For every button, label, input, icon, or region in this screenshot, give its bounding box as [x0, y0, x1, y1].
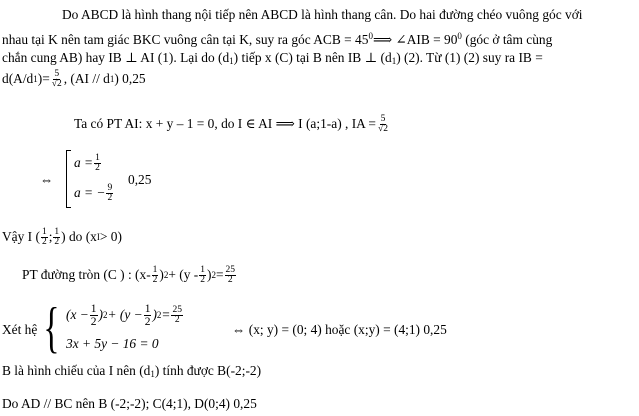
p5-line: PT đường tròn (C ) : (x- $\frac{1}{2}$ ) 2 + (y - $\frac{1}{2}$ ) 2 = $\frac{25}{2}$: [22, 264, 236, 285]
p3-arrow: ⇔: [40, 172, 54, 187]
p1-l3-text-c: ) (2). Từ (1) (2) suy ra IB =: [396, 50, 543, 65]
fraction-p5-3: $\frac{25}{2}$: [225, 264, 236, 285]
square-bracket: [66, 150, 71, 208]
p1-l2-text-c: (góc ở tâm cùng: [461, 32, 553, 47]
fraction-p5-2: $\frac{1}{2}$: [200, 264, 205, 285]
p3-row-1: a = $\frac{1}{2}$: [74, 152, 100, 173]
p1-l2-sup-a: 0: [368, 31, 373, 41]
p1-line-1: Do ABCD là hình thang nội tiếp nên ABCD là hình thang cân. Do hai đường chéo vuông góc với: [62, 7, 583, 22]
fraction-ia: $\frac{5}{√2}$: [377, 113, 388, 134]
fraction-r2: $\frac{9}{2}$: [107, 182, 113, 203]
fraction-p4-1: $\frac{1}{2}$: [41, 226, 47, 247]
p6-label: Xét hệ: [2, 322, 38, 337]
fraction-r1: $\frac{1}{2}$: [95, 152, 100, 173]
p3-score: 0,25: [128, 172, 152, 187]
p1-l3-sub-a: 1: [229, 56, 234, 66]
fraction-p4-2: $\frac{1}{2}$: [54, 226, 60, 247]
p1-l3-text-b: ) tiếp x (C) tại B nên IB ⊥ (d: [233, 50, 392, 65]
p1-l4-text-a: d(A/d: [2, 71, 34, 86]
p7-line: B là hình chiếu của I nên $(d_1)$ tính được B(-2;-2): [2, 363, 262, 379]
p1-l4-sub-a: 1: [33, 74, 38, 84]
p6-row-1: (x − $\frac{1}{2}$ ) 2 + (y − $\frac{1}{2}$ ) 2 = $\frac{25}{2}$: [66, 302, 182, 328]
p6-result: ⇔ (x; y) = (0; 4) hoặc (x;y) = (4;1) 0,25: [232, 322, 447, 337]
p1-line-4: [2, 66, 146, 92]
p3-row-2: a = − $\frac{9}{2}$: [74, 182, 113, 203]
p1-l2-text-a: nhau tại K nên tam giác BKC vuông cân tại K, suy ra góc ACB = 45: [2, 32, 369, 47]
fraction-p6-2: $\frac{1}{2}$: [144, 302, 151, 328]
p8-line: Do AD // BC nên B (-2;-2); C(4;1), D(0;4) 0,25: [2, 396, 257, 411]
p1-l2-sup-b: 0: [457, 31, 462, 41]
p1-l3-text-a: chắn cung AB) hay IB ⊥ AI (1). Lại do (d: [2, 50, 230, 65]
curly-brace: {: [43, 297, 60, 359]
p1-l4-text-b: )=: [37, 71, 50, 86]
p4-line: Vậy I ( $\frac{1}{2}$ ; $\frac{1}{2}$ ) do (x I > 0): [2, 226, 122, 247]
fraction-p6-1: $\frac{1}{2}$: [90, 302, 97, 328]
p2-text: Ta có PT AI: x + y – 1 = 0, do I ∈ AI ⟹ I (a;1-a) , IA =: [74, 116, 376, 131]
p1-l3-sub-b: 1: [391, 56, 397, 66]
p1-l2-text-b: ⟹ ∠AIB = 90: [372, 32, 458, 47]
fraction-5-sqrt2: $\frac{5}{√2}$: [51, 68, 62, 89]
p1-l4-sub-b: 1: [109, 74, 115, 84]
p6-row-2: 3x + 5y − 16 = 0: [66, 336, 159, 351]
p1-l4-text-d: ) 0,25: [114, 71, 146, 86]
fraction-p5-1: $\frac{1}{2}$: [152, 264, 158, 285]
p1-line-2: [2, 29, 552, 47]
fraction-p6-3: $\frac{25}{2}$: [172, 304, 182, 325]
p1-l4-text-c: , (AI // d: [63, 71, 110, 86]
p2-line: [74, 111, 390, 137]
